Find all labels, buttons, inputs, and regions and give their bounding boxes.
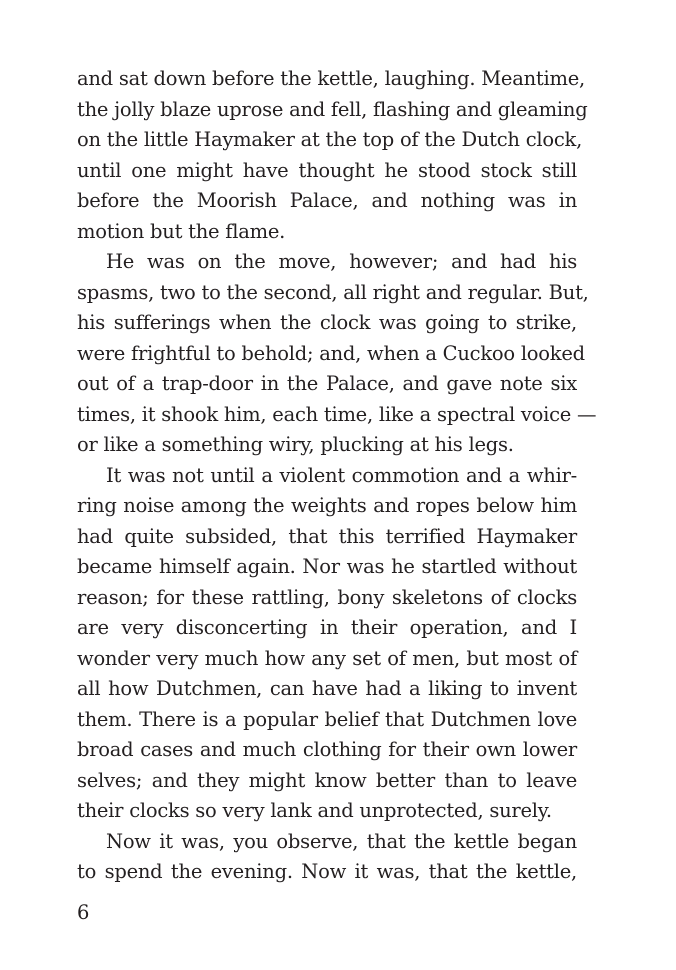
text-line: became himself again. Nor was he startled without xyxy=(77,555,577,578)
paragraph xyxy=(77,64,588,247)
text-line: are very disconcerting in their operation, and I xyxy=(77,616,577,639)
text-line: broad cases and much clothing for their own lower xyxy=(77,738,577,761)
text-line: their clocks so very lank and unprotected, surely. xyxy=(77,799,552,822)
paragraph xyxy=(77,827,577,888)
text-line: the jolly blaze uprose and fell, flashing and gleaming xyxy=(77,97,588,121)
text-line: before the Moorish Palace, and nothing was in xyxy=(77,189,577,212)
text-line: Now it was, you observe, that the kettle began xyxy=(106,829,577,853)
text-line: his sufferings when the clock was going to strike, xyxy=(77,311,577,334)
paragraph xyxy=(77,247,597,461)
text-line: on the little Haymaker at the top of the Dutch clock, xyxy=(77,128,583,151)
text-line: all how Dutchmen, can have had a liking to invent xyxy=(77,677,577,700)
text-line: to spend the evening. Now it was, that the kettle, xyxy=(77,860,577,883)
text-line: and sat down before the kettle, laughing. Meantime, xyxy=(77,67,585,90)
paragraph xyxy=(77,461,577,827)
text-line: selves; and they might know better than to leave xyxy=(77,768,577,792)
body-text xyxy=(77,64,597,888)
text-line: motion but the flame. xyxy=(77,219,286,243)
text-line: wonder very much how any set of men, but most of xyxy=(77,646,577,670)
text-line: out of a trap-door in the Palace, and gave note six xyxy=(77,372,577,395)
text-line: until one might have thought he stood stock still xyxy=(77,158,577,182)
page-number: 6 xyxy=(77,901,90,924)
text-line: spasms, two to the second, all right and regular. But, xyxy=(77,280,589,304)
text-line: It was not until a violent commotion and a whir- xyxy=(106,463,577,487)
text-line: ring noise among the weights and ropes below him xyxy=(77,494,577,517)
text-line: times, it shook him, each time, like a spectral voice — xyxy=(77,402,597,426)
text-line: or like a something wiry, plucking at his legs. xyxy=(77,433,514,456)
text-line: reason; for these rattling, bony skeletons of clocks xyxy=(77,585,577,609)
text-line: them. There is a popular belief that Dutchmen love xyxy=(77,707,577,731)
text-line: were frightful to behold; and, when a Cuckoo looked xyxy=(77,341,585,365)
text-line: He was on the move, however; and had his xyxy=(106,250,577,273)
text-line: had quite subsided, that this terrified Haymaker xyxy=(77,524,577,548)
